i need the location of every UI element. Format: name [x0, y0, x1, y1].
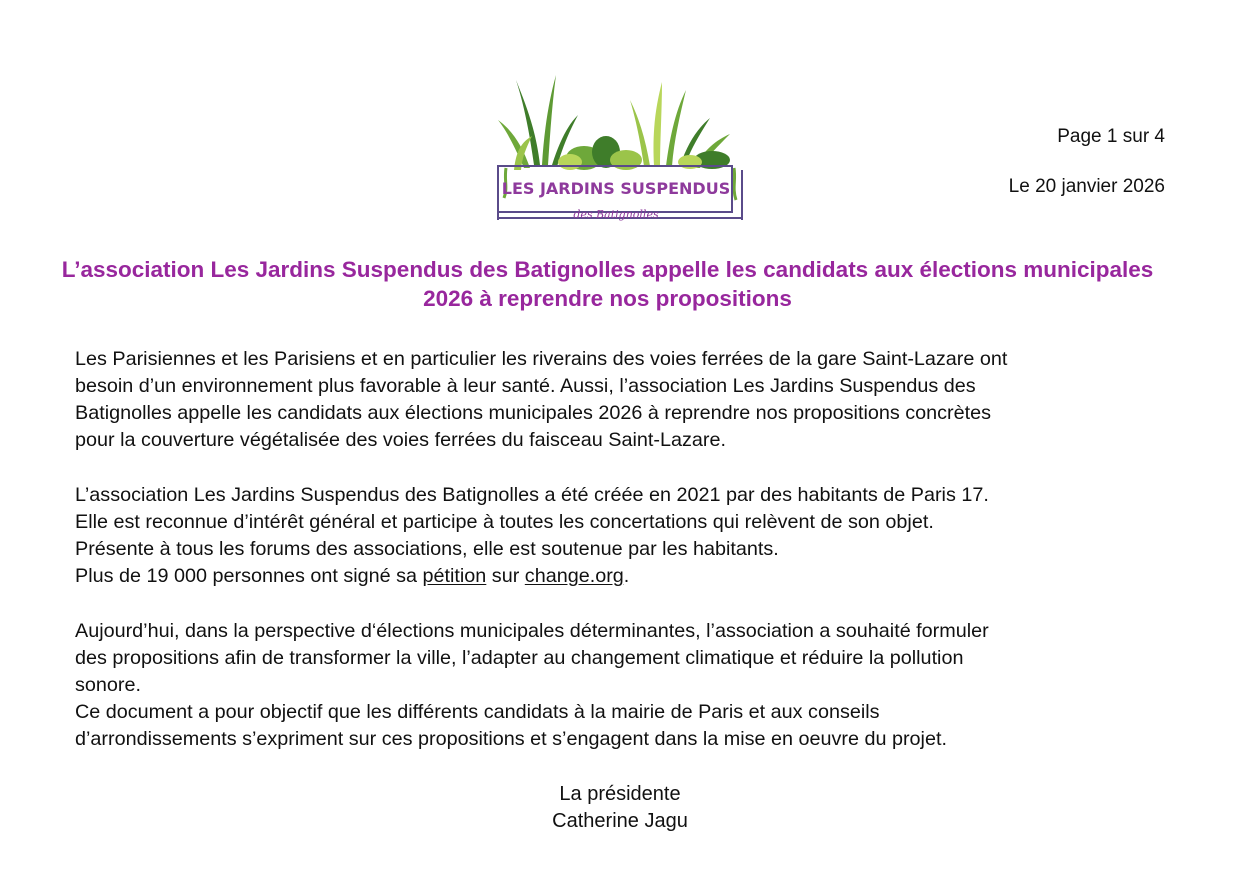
page-number: Page 1 sur 4 [1057, 126, 1165, 147]
logo-title: LES JARDINS SUSPENDUS [501, 179, 731, 198]
petition-suffix-text: . [623, 565, 630, 587]
petition-link[interactable]: pétition [422, 565, 487, 587]
paragraph-objective: Aujourd’hui, dans la perspective d‘élections municipales déterminantes, l’association a souhaité formuler des propositions afin de transformer la ville, l’adapter au changement climatique et réduire la pollution sonore. Ce document a pour objectif que les différents candidats à la mairie de Paris et aux conseils d’arrondissements s’expriment sur ces propositions et s’engagent dans la mise en oeuvre du projet. [75, 620, 989, 750]
signature-block [0, 781, 1240, 835]
signature-role: La présidente [559, 783, 681, 805]
paragraph-association [75, 482, 1185, 590]
signature-name: Catherine Jagu [552, 810, 688, 832]
letter-date: Le 20 janvier 2026 [1008, 176, 1165, 197]
change-org-link[interactable]: change.org [524, 565, 624, 587]
petition-prefix-text: Plus de 19 000 personnes ont signé sa [75, 565, 423, 587]
paragraph-intro: Les Parisiennes et les Parisiens et en particulier les riverains des voies ferrées de la gare Saint-Lazare ont besoin d’un environnement plus favorable à leur santé. Aussi, l’association Les Jardins Suspendus des Batignolles appelle les candidats aux élections municipales 2026 à reprendre nos propositions concrètes pour la couverture végétalisée des voies ferrées du faisceau Saint-Lazare. [75, 348, 1008, 451]
document-title: L’association Les Jardins Suspendus des Batignolles appelle les candidats aux élections municipales 2026 à reprendre nos propositions [61, 257, 1154, 311]
association-logo [494, 70, 746, 226]
paragraph-association-text: L’association Les Jardins Suspendus des Batignolles a été créée en 2021 par des habitants de Paris 17. Elle est reconnue d’intérêt général et participe à toutes les concertations qui relèvent de son objet. Présente à tous les forums des associations, elle est soutenue par les habitants. [75, 484, 989, 560]
petition-middle-text: sur [486, 565, 525, 587]
logo-subtitle: des Batignolles [573, 208, 659, 221]
